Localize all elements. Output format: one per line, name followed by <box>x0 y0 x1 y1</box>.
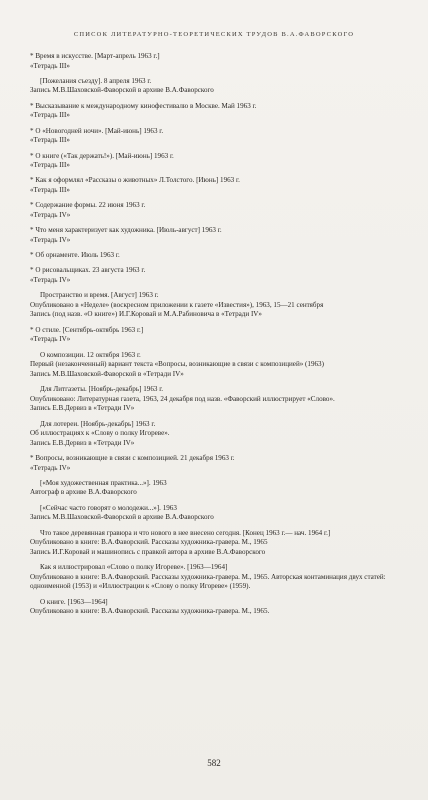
entry-title-line: * Как я оформлял «Рассказы о животных» Л.Толстого. [Июнь] 1963 г. <box>30 176 240 185</box>
entry-title-line: * Вопросы, возникающие в связи с композицией. 21 декабря 1963 г. <box>30 454 235 462</box>
entry-title-line: Для Литгазеты. [Ноябрь-декабрь] 1963 г. <box>40 385 164 394</box>
bibliography-entry <box>30 291 398 320</box>
entry-source-line: «Тетрадь IV» <box>30 210 71 219</box>
entry-title-line: Как я иллюстрировал «Слово о полку Игореве». [1963—1964] <box>40 563 228 572</box>
entry-source-line: Запись Е.В.Дервиз в «Тетради IV» <box>30 404 135 413</box>
entry-source-line: Автограф в архиве В.А.Фаворского <box>30 488 137 497</box>
entry-source-line: «Тетрадь III» <box>30 136 70 145</box>
entry-title-line: О книге. [1963—1964] <box>40 597 108 606</box>
entry-source-line: Запись М.В.Шаховской-Фаворской в «Тетради IV» <box>30 369 184 378</box>
entry-publication-line: Опубликовано в книге: В.А.Фаворский. Рассказы художника-гравера. М., 1965 <box>30 538 268 547</box>
bibliography-entry <box>30 563 398 592</box>
bibliography-entry <box>30 504 398 523</box>
entry-source-line: «Тетрадь IV» <box>30 276 71 285</box>
bibliography-entry <box>30 479 398 498</box>
entry-publication-line: Опубликовано в книге: В.А.Фаворский. Рассказы художника-гравера. М., 1965. Авторская контаминация двух статей: одноименной (1953) и «Иллюстрации к «Слову о полку Игореве» (1959). <box>30 572 386 591</box>
entry-title-line: [«Сейчас часто говорят о молодежи...»]. 1963 <box>40 503 177 512</box>
entry-title-line: [Пожелания съезду]. 8 апреля 1963 г. <box>40 76 152 85</box>
entry-title-line: Что такое деревянная гравюра и что нового в нее внесено сегодня. [Конец 1963 г.— нач. 1964 г.] <box>40 528 331 537</box>
entry-publication-line: Опубликовано в «Неделе» (воскресном приложении к газете «Известия»), 1963, 15—21 сентября <box>30 300 324 309</box>
entry-source-line: «Тетрадь III» <box>30 161 70 170</box>
bibliography-entry <box>30 420 398 449</box>
entry-title-line: Для лотереи. [Ноябрь-декабрь] 1963 г. <box>40 419 156 428</box>
entry-source-line: Запись И.Г.Коровай и машинопись с правкой автора в архиве В.А.Фаворского <box>30 547 266 556</box>
entry-title-line: * Об орнаменте. Июль 1963 г. <box>30 251 120 260</box>
bibliography-entry <box>30 201 398 220</box>
entry-title-line: * О стиле. [Сентябрь-октябрь 1963 г.] <box>30 325 144 334</box>
bibliography-entry <box>30 351 398 380</box>
entry-title-line: * О рисовальщиках. 23 августа 1963 г. <box>30 266 146 275</box>
entry-title-line: * О книге («Так держать!»). [Май-июнь] 1963 г. <box>30 151 174 160</box>
bibliography-entry <box>30 152 398 171</box>
entry-source-line: «Тетрадь IV» <box>30 463 71 472</box>
entry-title-line: Пространство и время. [Август] 1963 г. <box>40 291 159 300</box>
bibliography-entry <box>30 77 398 96</box>
entry-title-line: * Время в искусстве. [Март-апрель 1963 г.] <box>30 52 160 60</box>
bibliography-entry <box>30 454 398 473</box>
bibliography-entry <box>30 226 398 245</box>
running-head: СПИСОК ЛИТЕРАТУРНО-ТЕОРЕТИЧЕСКИХ ТРУДОВ В.А.ФАВОРСКОГО <box>73 31 355 38</box>
entry-source-line: Запись М.В.Шаховской-Фаворской в архиве В.А.Фаворского <box>30 513 214 522</box>
entry-title-line: О композиции. 12 октября 1963 г. <box>40 350 141 359</box>
entry-source-line: «Тетрадь III» <box>30 111 70 120</box>
entry-note-line: Об иллюстрациях к «Слову о полку Игореве». <box>30 429 170 438</box>
bibliography-entry <box>30 102 398 121</box>
entry-title-line: * Содержание формы. 22 июня 1963 г. <box>30 201 146 210</box>
entry-title-line: * Что меня характеризует как художника. [Июль-август] 1963 г. <box>30 226 222 235</box>
entry-title-line: [«Моя художественная практика...»]. 1963 <box>40 478 167 487</box>
entry-source-line: «Тетрадь III» <box>30 186 70 194</box>
entry-publication-line: Первый (незаконченный) вариант текста «Вопросы, возникающие в связи с композицией» (1963) <box>30 360 324 369</box>
entry-source-line: Запись М.В.Шаховской-Фаворской в архиве В.А.Фаворского <box>30 86 214 95</box>
bibliography-entry <box>30 251 398 261</box>
bibliography-entry <box>30 52 398 71</box>
bibliography-entry <box>30 385 398 414</box>
entry-publication-line: Опубликовано: Литературная газета, 1963, 24 декабря под назв. «Фаворский иллюстрирует «Слово». <box>30 394 335 403</box>
bibliography-entry <box>30 176 398 195</box>
bibliography-entry <box>30 326 398 345</box>
bibliography-entry <box>30 266 398 285</box>
entry-source-line: Запись (под назв. «О книге») И.Г.Коровай и М.А.Рабиновича в «Тетради IV» <box>30 310 262 319</box>
page-number: 582 <box>207 758 221 768</box>
entry-source-line: «Тетрадь III» <box>30 61 70 70</box>
entry-source-line: Запись Е.В.Дервиз в «Тетради IV» <box>30 438 135 447</box>
bibliography-entry <box>30 598 398 617</box>
entry-title-line: * О «Новогодней ночи». [Май-июнь] 1963 г. <box>30 126 164 135</box>
bibliography-entry <box>30 529 398 558</box>
entry-source-line: «Тетрадь IV» <box>30 235 71 244</box>
bibliography-entry <box>30 127 398 146</box>
entry-title-line: * Высказывание к международному кинофестивалю в Москве. Май 1963 г. <box>30 101 257 110</box>
entry-publication-line: Опубликовано в книге: В.А.Фаворский. Рассказы художника-гравера. М., 1965. <box>30 607 270 616</box>
entry-source-line: «Тетрадь IV» <box>30 335 71 344</box>
bibliography-list <box>30 52 398 622</box>
